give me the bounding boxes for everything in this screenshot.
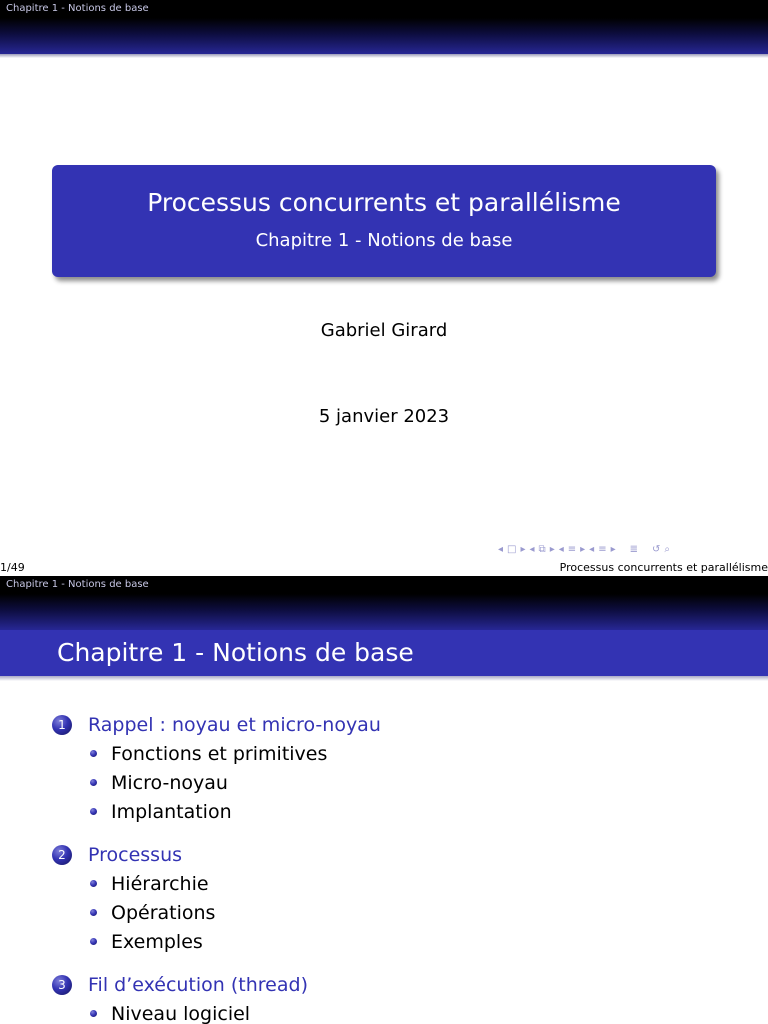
- toc-subsection-row[interactable]: [52, 768, 381, 797]
- section-number-ball: 1: [52, 715, 72, 735]
- undo-icon[interactable]: ↺: [652, 544, 661, 555]
- bullet-icon: [90, 750, 97, 757]
- toc-subsection-row[interactable]: [52, 739, 381, 768]
- toc-section-row[interactable]: [52, 710, 381, 739]
- subsection-title[interactable]: Fonctions et primitives: [111, 742, 328, 765]
- bullet-icon: [90, 938, 97, 945]
- frame-title-bar: [0, 630, 768, 676]
- footer-title: Processus concurrents et parallélisme: [559, 561, 768, 574]
- nav-next-arrow-icon[interactable]: ▸: [520, 544, 526, 555]
- outline-slide: [0, 576, 768, 1024]
- presentation-date: 5 janvier 2023: [318, 406, 450, 427]
- toc-section-row[interactable]: [52, 970, 381, 999]
- section-title[interactable]: Processus: [88, 843, 183, 866]
- toc-section-row[interactable]: [52, 840, 381, 869]
- bullet-icon: [90, 808, 97, 815]
- page-number: 1/49: [0, 561, 25, 574]
- table-of-contents: [52, 710, 381, 1024]
- toc-section: [52, 840, 381, 956]
- presentation-title: Processus concurrents et parallélisme: [147, 188, 621, 217]
- frame-title: Chapitre 1 - Notions de base: [57, 638, 414, 667]
- frame-icon[interactable]: □: [507, 544, 517, 555]
- subsection-icon[interactable]: ⧉: [538, 544, 546, 555]
- toc-subsection-row[interactable]: [52, 898, 381, 927]
- header-gradient-band: [0, 594, 768, 630]
- section-title[interactable]: Rappel : noyau et micro-noyau: [88, 713, 381, 736]
- subsection-title[interactable]: Hiérarchie: [111, 872, 209, 895]
- bullet-icon: [90, 909, 97, 916]
- toc-subsection-row[interactable]: [52, 797, 381, 826]
- section-spacer: [52, 956, 381, 970]
- section-title[interactable]: Fil d’exécution (thread): [88, 973, 308, 996]
- search-icon[interactable]: ⌕: [664, 544, 671, 555]
- headline-bar: [0, 576, 768, 594]
- section-number-ball: 2: [52, 845, 72, 865]
- nav-next-arrow-icon[interactable]: ▸: [549, 544, 555, 555]
- subsection-title[interactable]: Micro-noyau: [111, 771, 228, 794]
- toc-subsection-row[interactable]: [52, 999, 381, 1024]
- section-icon[interactable]: ≡: [567, 544, 577, 555]
- back-icon[interactable]: ≣: [629, 544, 639, 555]
- nav-next-arrow-icon[interactable]: ▸: [610, 544, 616, 555]
- section-number-ball: 3: [52, 975, 72, 995]
- toc-subsection-row[interactable]: [52, 869, 381, 898]
- bullet-icon: [90, 1010, 97, 1017]
- nav-prev-arrow-icon[interactable]: ◂: [558, 544, 564, 555]
- presentation-subtitle: Chapitre 1 - Notions de base: [255, 230, 513, 251]
- toc-section: [52, 710, 381, 826]
- headline-bar: [0, 0, 768, 18]
- nav-prev-arrow-icon[interactable]: ◂: [529, 544, 535, 555]
- headline-section-title[interactable]: Chapitre 1 - Notions de base: [6, 3, 149, 14]
- bullet-icon: [90, 779, 97, 786]
- title-block: [52, 165, 716, 277]
- nav-next-arrow-icon[interactable]: ▸: [580, 544, 586, 555]
- subsection-title[interactable]: Exemples: [111, 930, 203, 953]
- toc-section: [52, 970, 381, 1024]
- headline-section-title[interactable]: Chapitre 1 - Notions de base: [6, 579, 149, 590]
- nav-prev-arrow-icon[interactable]: ◂: [589, 544, 595, 555]
- frame-title-shadow: [0, 676, 768, 681]
- toc-subsection-row[interactable]: [52, 927, 381, 956]
- document-icon[interactable]: ≡: [598, 544, 607, 555]
- bullet-icon: [90, 880, 97, 887]
- section-spacer: [52, 826, 381, 840]
- author-name: Gabriel Girard: [320, 320, 448, 341]
- subsection-title[interactable]: Opérations: [111, 901, 216, 924]
- beamer-navigation-bar: [496, 542, 672, 558]
- nav-prev-arrow-icon[interactable]: ◂: [498, 544, 504, 555]
- header-shadow: [0, 54, 768, 58]
- header-gradient-band: [0, 18, 768, 54]
- subsection-title[interactable]: Implantation: [111, 800, 232, 823]
- subsection-title[interactable]: Niveau logiciel: [111, 1002, 251, 1024]
